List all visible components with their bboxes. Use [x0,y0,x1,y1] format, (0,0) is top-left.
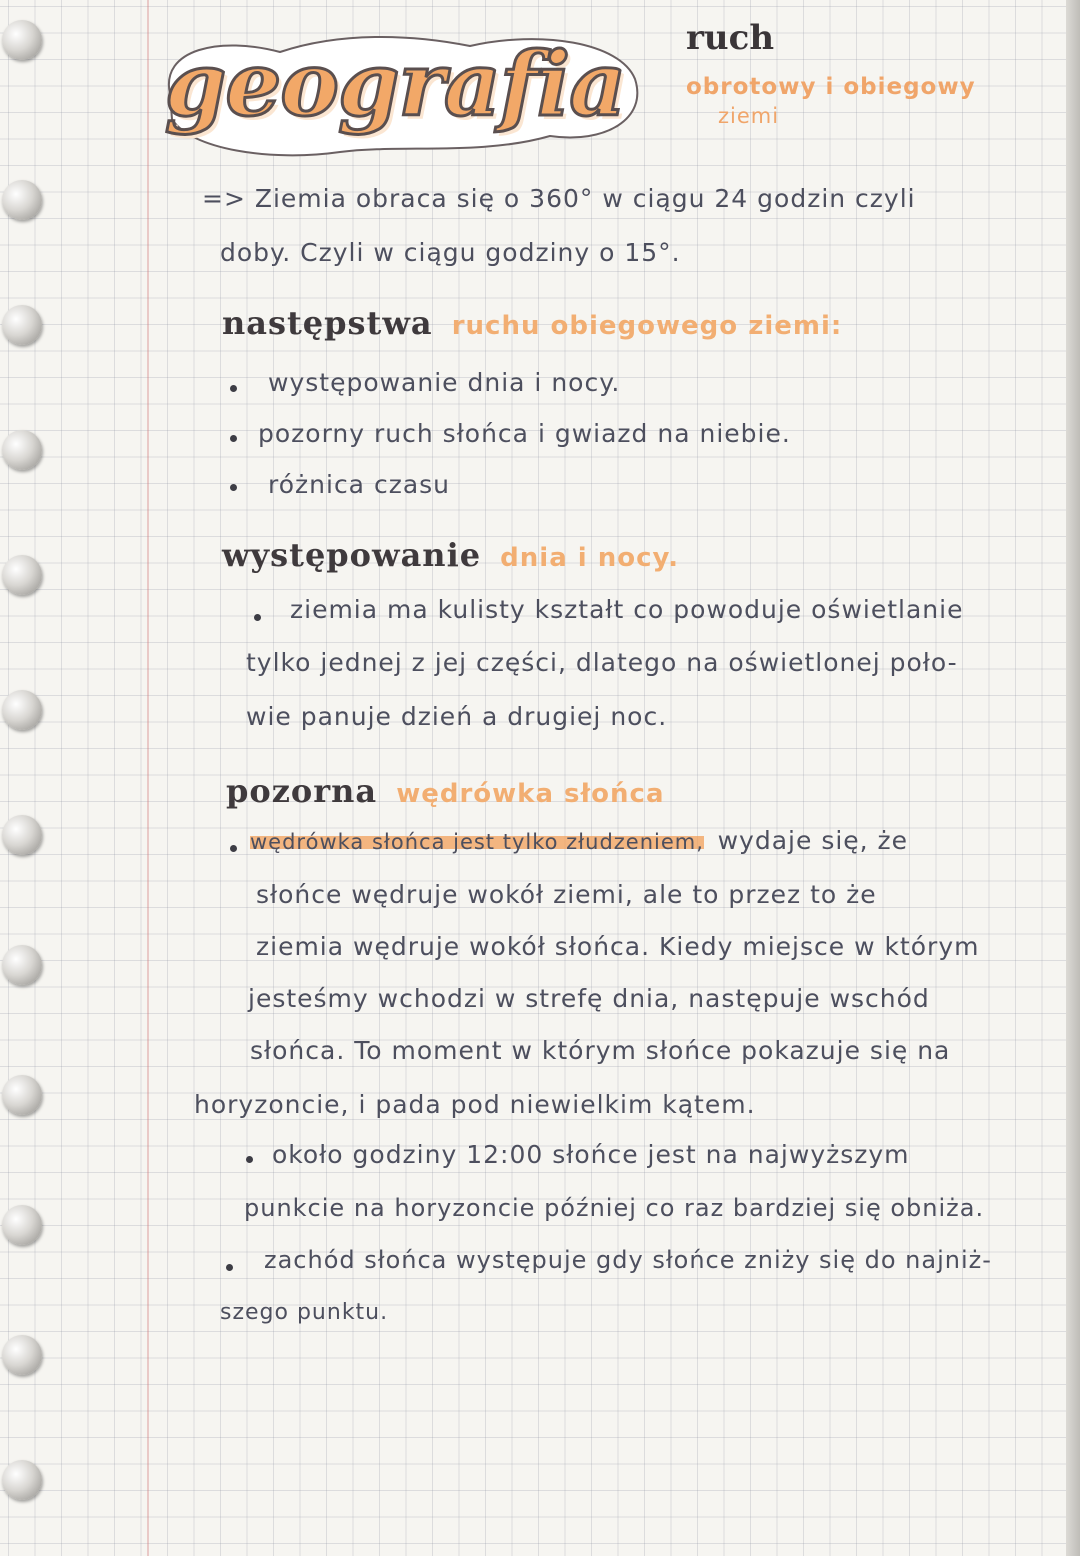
section3-heading-orange: wędrówka słońca [396,779,665,809]
section3-bullet3-line: zachód słońca występuje gdy słońce zniży się do najniż- [264,1246,992,1274]
corner-subtitle-line1: obrotowy i obiegowy [686,74,976,100]
section2-heading [222,536,679,574]
bullet-dot [230,484,237,491]
binder-holes [0,0,48,1556]
bullet-dot [230,435,237,442]
binder-hole [2,815,42,855]
bullet-dot [230,385,237,392]
title-block [150,24,650,164]
section2-line: tylko jednej z jej części, dlatego na oświetlonej poło- [246,648,958,677]
page-edge [1066,0,1080,1556]
section3-heading-dark: pozorna [226,772,378,810]
bullet-dot [246,1156,253,1163]
binder-hole [2,1075,42,1115]
section1-heading-dark: następstwa [222,304,433,342]
section1-heading-orange: ruchu obiegowego ziemi: [451,311,843,341]
binder-hole [2,20,42,60]
binder-hole [2,1205,42,1245]
section3-line: słońce wędruje wokół ziemi, ale to przez to że [256,880,877,909]
intro-line-1: => Ziemia obraca się o 360° w ciągu 24 godzin czyli [202,184,916,213]
section3-bullet2-line: około godziny 12:00 słońce jest na najwyższym [272,1140,910,1169]
corner-scribble: ruch [686,18,775,58]
section3-first-line [250,826,908,855]
binder-hole [2,305,42,345]
bullet-dot [226,1264,233,1271]
margin-line [147,0,149,1556]
section2-heading-dark: występowanie [222,536,482,574]
section1-heading [222,304,842,342]
section2-line: wie panuje dzień a drugiej noc. [246,702,668,731]
bullet-dot [254,614,261,621]
section3-line: horyzoncie, i pada pod niewielkim kątem. [194,1090,756,1119]
section1-item: pozorny ruch słońca i gwiazd na niebie. [258,419,791,448]
section1-item: różnica czasu [268,470,451,499]
section3-line: ziemia wędruje wokół słońca. Kiedy miejsce w którym [256,932,980,961]
section3-heading [226,772,665,810]
binder-hole [2,690,42,730]
section3-line: wydaje się, że [717,826,909,855]
section3-line: słońca. To moment w którym słońce pokazuje się na [250,1036,951,1065]
bullet-dot [230,845,237,852]
binder-hole [2,945,42,985]
page-title: geografia [164,32,626,136]
binder-hole [2,1335,42,1375]
intro-line-2: doby. Czyli w ciągu godziny o 15°. [220,238,681,267]
section3-line: jesteśmy wchodzi w strefę dnia, następuje wschód [248,984,930,1013]
section3-bullet2-line: punkcie na horyzoncie później co raz bardziej się obniża. [244,1194,985,1222]
section2-line: ziemia ma kulisty kształt co powoduje oświetlanie [290,595,964,624]
highlighted-text: wędrówka słońca jest tylko złudzeniem, [250,830,704,854]
binder-hole [2,430,42,470]
binder-hole [2,180,42,220]
binder-hole [2,555,42,595]
section1-item: występowanie dnia i nocy. [268,368,621,397]
section3-bullet3-line: szego punktu. [220,1300,389,1325]
section2-heading-orange: dnia i nocy. [500,543,679,573]
binder-hole [2,1460,42,1500]
corner-subtitle-line2: ziemi [718,104,780,128]
